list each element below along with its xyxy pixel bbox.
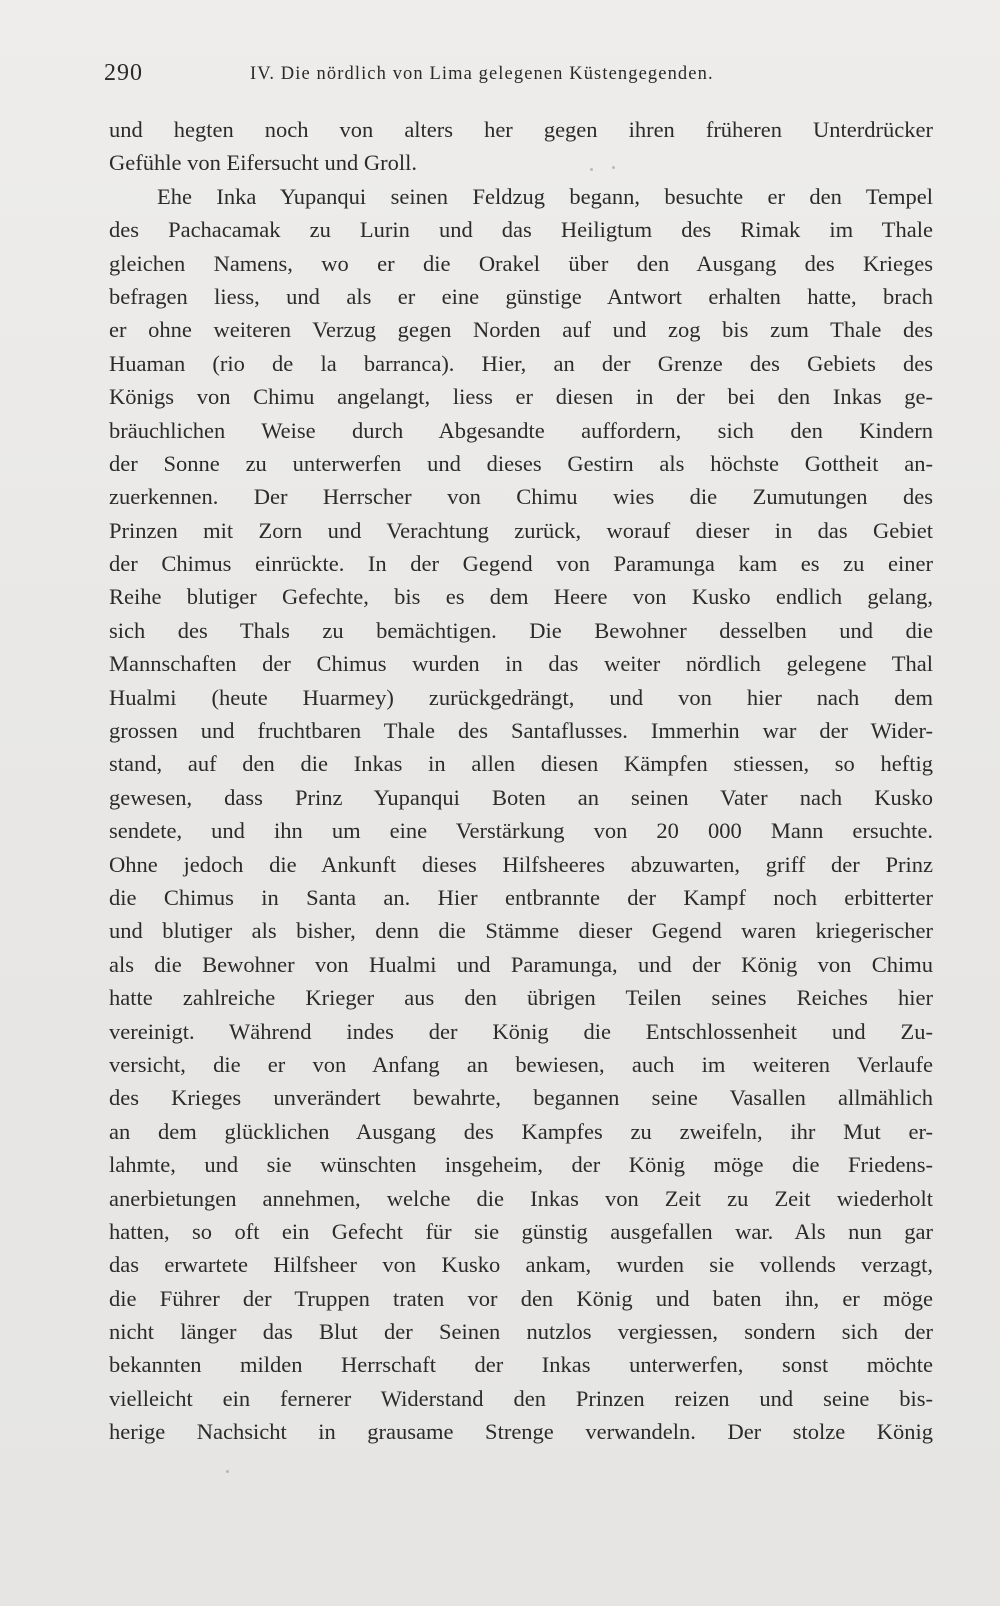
text-line: sich des Thals zu bemächtigen. Die Bewohner desselben und die <box>109 617 933 643</box>
page-number: 290 <box>104 60 143 86</box>
text-line: und blutiger als bisher, denn die Stämme dieser Gegend waren kriegerischer <box>109 918 933 944</box>
text-line: Huaman (rio de la barranca). Hier, an der Grenze des Gebiets des <box>109 350 933 376</box>
text-line: Hualmi (heute Huarmey) zurückgedrängt, und von hier nach dem <box>109 684 933 710</box>
text-line: gleichen Namens, wo er die Orakel über den Ausgang des Krieges <box>109 250 933 276</box>
text-line: Reihe blutiger Gefechte, bis es dem Heere von Kusko endlich gelang, <box>109 584 933 610</box>
paper-speck <box>226 1470 229 1473</box>
text-line: anerbietungen annehmen, welche die Inkas von Zeit zu Zeit wiederholt <box>109 1185 933 1211</box>
text-line: nicht länger das Blut der Seinen nutzlos vergiessen, sondern sich der <box>109 1319 933 1345</box>
text-line: bekannten milden Herrschaft der Inkas unterwerfen, sonst möchte <box>109 1352 933 1378</box>
body-text <box>109 113 933 1449</box>
text-line: sendete, und ihn um eine Verstärkung von 20 000 Mann ersuchte. <box>109 818 933 844</box>
text-line: der Sonne zu unterwerfen und dieses Gestirn als höchste Gottheit an- <box>109 450 933 476</box>
text-line: er ohne weiteren Verzug gegen Norden auf und zog bis zum Thale des <box>109 317 933 343</box>
text-line: befragen liess, und als er eine günstige Antwort erhalten hatte, brach <box>109 283 933 309</box>
text-line: hatte zahlreiche Krieger aus den übrigen Teilen seines Reiches hier <box>109 985 933 1011</box>
text-line: Ohne jedoch die Ankunft dieses Hilfsheeres abzuwarten, griff der Prinz <box>109 851 933 877</box>
text-line: der Chimus einrückte. In der Gegend von Paramunga kam es zu einer <box>109 551 933 577</box>
text-line: Ehe Inka Yupanqui seinen Feldzug begann, besuchte er den Tempel <box>157 183 933 209</box>
text-line: als die Bewohner von Hualmi und Paramunga, und der König von Chimu <box>109 951 933 977</box>
paper-speck <box>590 168 593 171</box>
text-line: das erwartete Hilfsheer von Kusko ankam, wurden sie vollends verzagt, <box>109 1252 933 1278</box>
text-line: versicht, die er von Anfang an bewiesen, auch im weiteren Verlaufe <box>109 1051 933 1077</box>
text-line: Prinzen mit Zorn und Verachtung zurück, worauf dieser in das Gebiet <box>109 517 933 543</box>
page-header <box>104 60 934 96</box>
text-line: vielleicht ein fernerer Widerstand den Prinzen reizen und seine bis- <box>109 1385 933 1411</box>
text-line: Mannschaften der Chimus wurden in das weiter nördlich gelegene Thal <box>109 651 933 677</box>
text-line: gewesen, dass Prinz Yupanqui Boten an seinen Vater nach Kusko <box>109 784 933 810</box>
text-line: stand, auf den die Inkas in allen diesen Kämpfen stiessen, so heftig <box>109 751 933 777</box>
text-line: Königs von Chimu angelangt, liess er diesen in der bei den Inkas ge- <box>109 384 933 410</box>
running-head: IV. Die nördlich von Lima gelegenen Küstengegenden. <box>250 64 714 84</box>
text-line: und hegten noch von alters her gegen ihren früheren Unterdrücker <box>109 117 933 142</box>
text-line: herige Nachsicht in grausame Strenge verwandeln. Der stolze König <box>109 1419 933 1445</box>
text-line: hatten, so oft ein Gefecht für sie günstig ausgefallen war. Als nun gar <box>109 1218 933 1244</box>
text-line: bräuchlichen Weise durch Abgesandte auffordern, sich den Kindern <box>109 417 933 443</box>
text-line: lahmte, und sie wünschten insgeheim, der König möge die Friedens- <box>109 1152 933 1178</box>
text-line: die Chimus in Santa an. Hier entbrannte der Kampf noch erbitterter <box>109 884 933 910</box>
paper-speck <box>612 166 615 169</box>
text-line: Gefühle von Eifersucht und Groll. <box>109 150 418 176</box>
text-line: zuerkennen. Der Herrscher von Chimu wies die Zumutungen des <box>109 484 933 510</box>
text-line: die Führer der Truppen traten vor den König und baten ihn, er möge <box>109 1285 933 1311</box>
text-line: des Pachacamak zu Lurin und das Heiligtum des Rimak im Thale <box>109 217 933 243</box>
text-line: grossen und fruchtbaren Thale des Santaflusses. Immerhin war der Wider- <box>109 718 933 744</box>
text-line: des Krieges unverändert bewahrte, begannen seine Vasallen allmählich <box>109 1085 933 1111</box>
text-line: an dem glücklichen Ausgang des Kampfes zu zweifeln, ihr Mut er- <box>109 1118 933 1144</box>
text-line: vereinigt. Während indes der König die Entschlossenheit und Zu- <box>109 1018 933 1044</box>
